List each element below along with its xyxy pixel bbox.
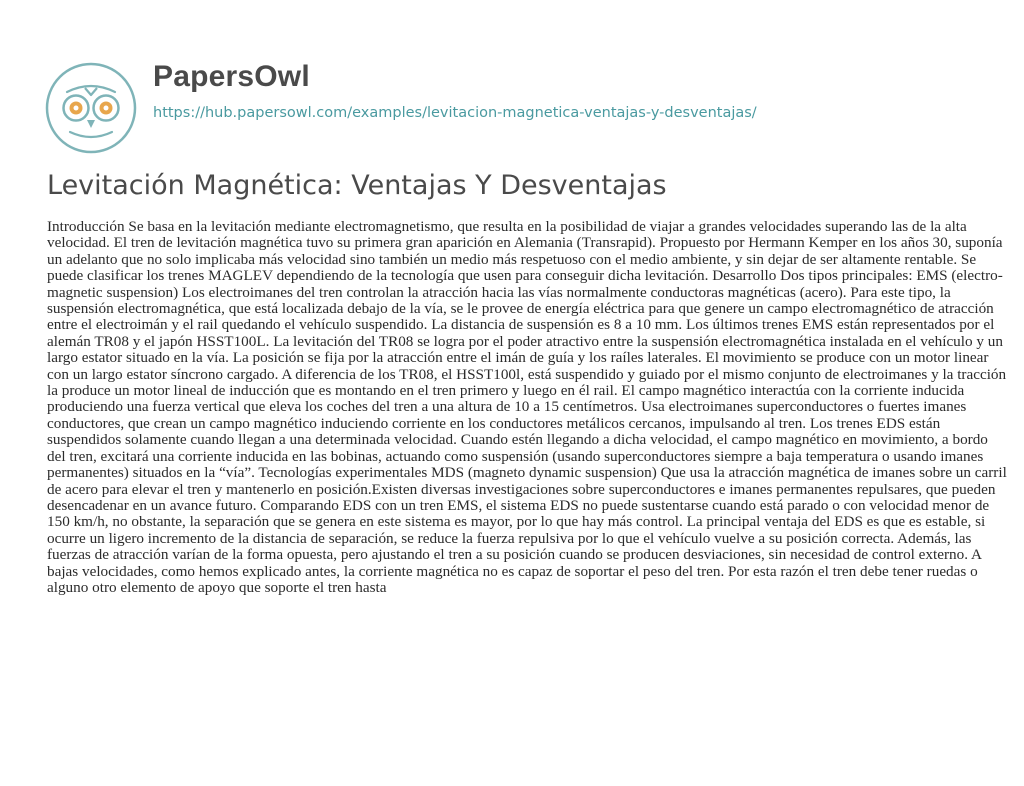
owl-eyes-icon bbox=[45, 62, 137, 154]
brand-name: PapersOwl bbox=[153, 60, 310, 93]
article-title: Levitación Magnética: Ventajas Y Desventajas bbox=[47, 170, 667, 201]
article-body: Introducción Se basa en la levitación mediante electromagnetismo, que resulta en la posibilidad de viajar a grandes velocidades superando las de la alta velocidad. El tren de levitación magnética tuvo su primera gran aparición en Alemania (Transrapid). Propuesto por Hermann Kemper en los años 30, suponía un adelanto que no solo implicaba más velocidad sino también un medio más respetuoso con el medio ambiente, y sin dejar de ser altamente rentable. Se puede clasificar los trenes MAGLEV dependiendo de la tecnología que usen para conseguir dicha levitación. Desarrollo Dos tipos principales: EMS (electro-magnetic suspension) Los electroimanes del tren controlan la atracción hacia las vías normalmente conductoras magnéticas (acero). Para este tipo, la suspensión electromagnética, que está localizada debajo de la vía, se le provee de energía eléctrica para que genere un campo electromagnético de atracción entre el electroimán y el rail quedando el vehículo suspendido. La distancia de suspensión es 8 a 10 mm. Los últimos trenes EMS están representados por el alemán TR08 y el japón HSST100L. La levitación del TR08 se logra por el poder atractivo entre la suspensión electromagnética instalada en el vehículo y un largo estator situado en la vía. La posición se fija por la atracción entre el imán de guía y los raíles laterales. El movimiento se produce con un motor linear con un largo estator síncrono cargado. A diferencia de los TR08, el HSST100l, está suspendido y guiado por el mismo conjunto de electroimanes y la tracción la produce un motor lineal de inducción que es montando en el tren primero y luego en él rail. El campo magnético interactúa con la corriente inducida produciendo una fuerza vertical que eleva los coches del tren a una altura de 10 a 15 centímetros. Usa electroimanes superconductores o fuertes imanes conductores, que crean un campo magnético induciendo corriente en los conductores metálicos cercanos, impulsando al tren. Los trenes EDS están suspendidos solamente cuando llegan a una determinada velocidad. Cuando estén llegando a dicha velocidad, el campo magnético en movimiento, a bordo del tren, excitará una corriente inducida en las bobinas, actuando como suspensión (usando superconductores siempre a baja temperatura o usando imanes permanentes) situados en la “vía”. Tecnologías experimentales MDS (magneto dynamic suspension) Que usa la atracción magnética de imanes sobre un carril de acero para elevar el tren y mantenerlo en posición.Existen diversas investigaciones sobre superconductores e imanes permanentes repulsares, que pueden desencadenar en un avance futuro. Comparando EDS con un tren EMS, el sistema EDS no puede sustentarse cuando está parado o con velocidad menor de 150 km/h, no obstante, la separación que se genera en este sistema es mayor, por lo que hay más control. La principal ventaja del EDS es que es estable, si ocurre un ligero incremento de la distancia de separación, se reduce la fuerza repulsiva por lo que el vehículo vuelve a su posición correcta. Además, las fuerzas de atracción varían de la forma opuesta, pero ajustando el tren a su posición cuando se producen desviaciones, sin necesidad de control externo. A bajas velocidades, como hemos explicado antes, la corriente magnética no es capaz de soportar el peso del tren. Por esta razón el tren debe tener ruedas o alguno otro elemento de apoyo que soporte el tren hasta bbox=[47, 218, 1007, 596]
source-url[interactable]: https://hub.papersowl.com/examples/levitacion-magnetica-ventajas-y-desventajas/ bbox=[153, 105, 757, 121]
